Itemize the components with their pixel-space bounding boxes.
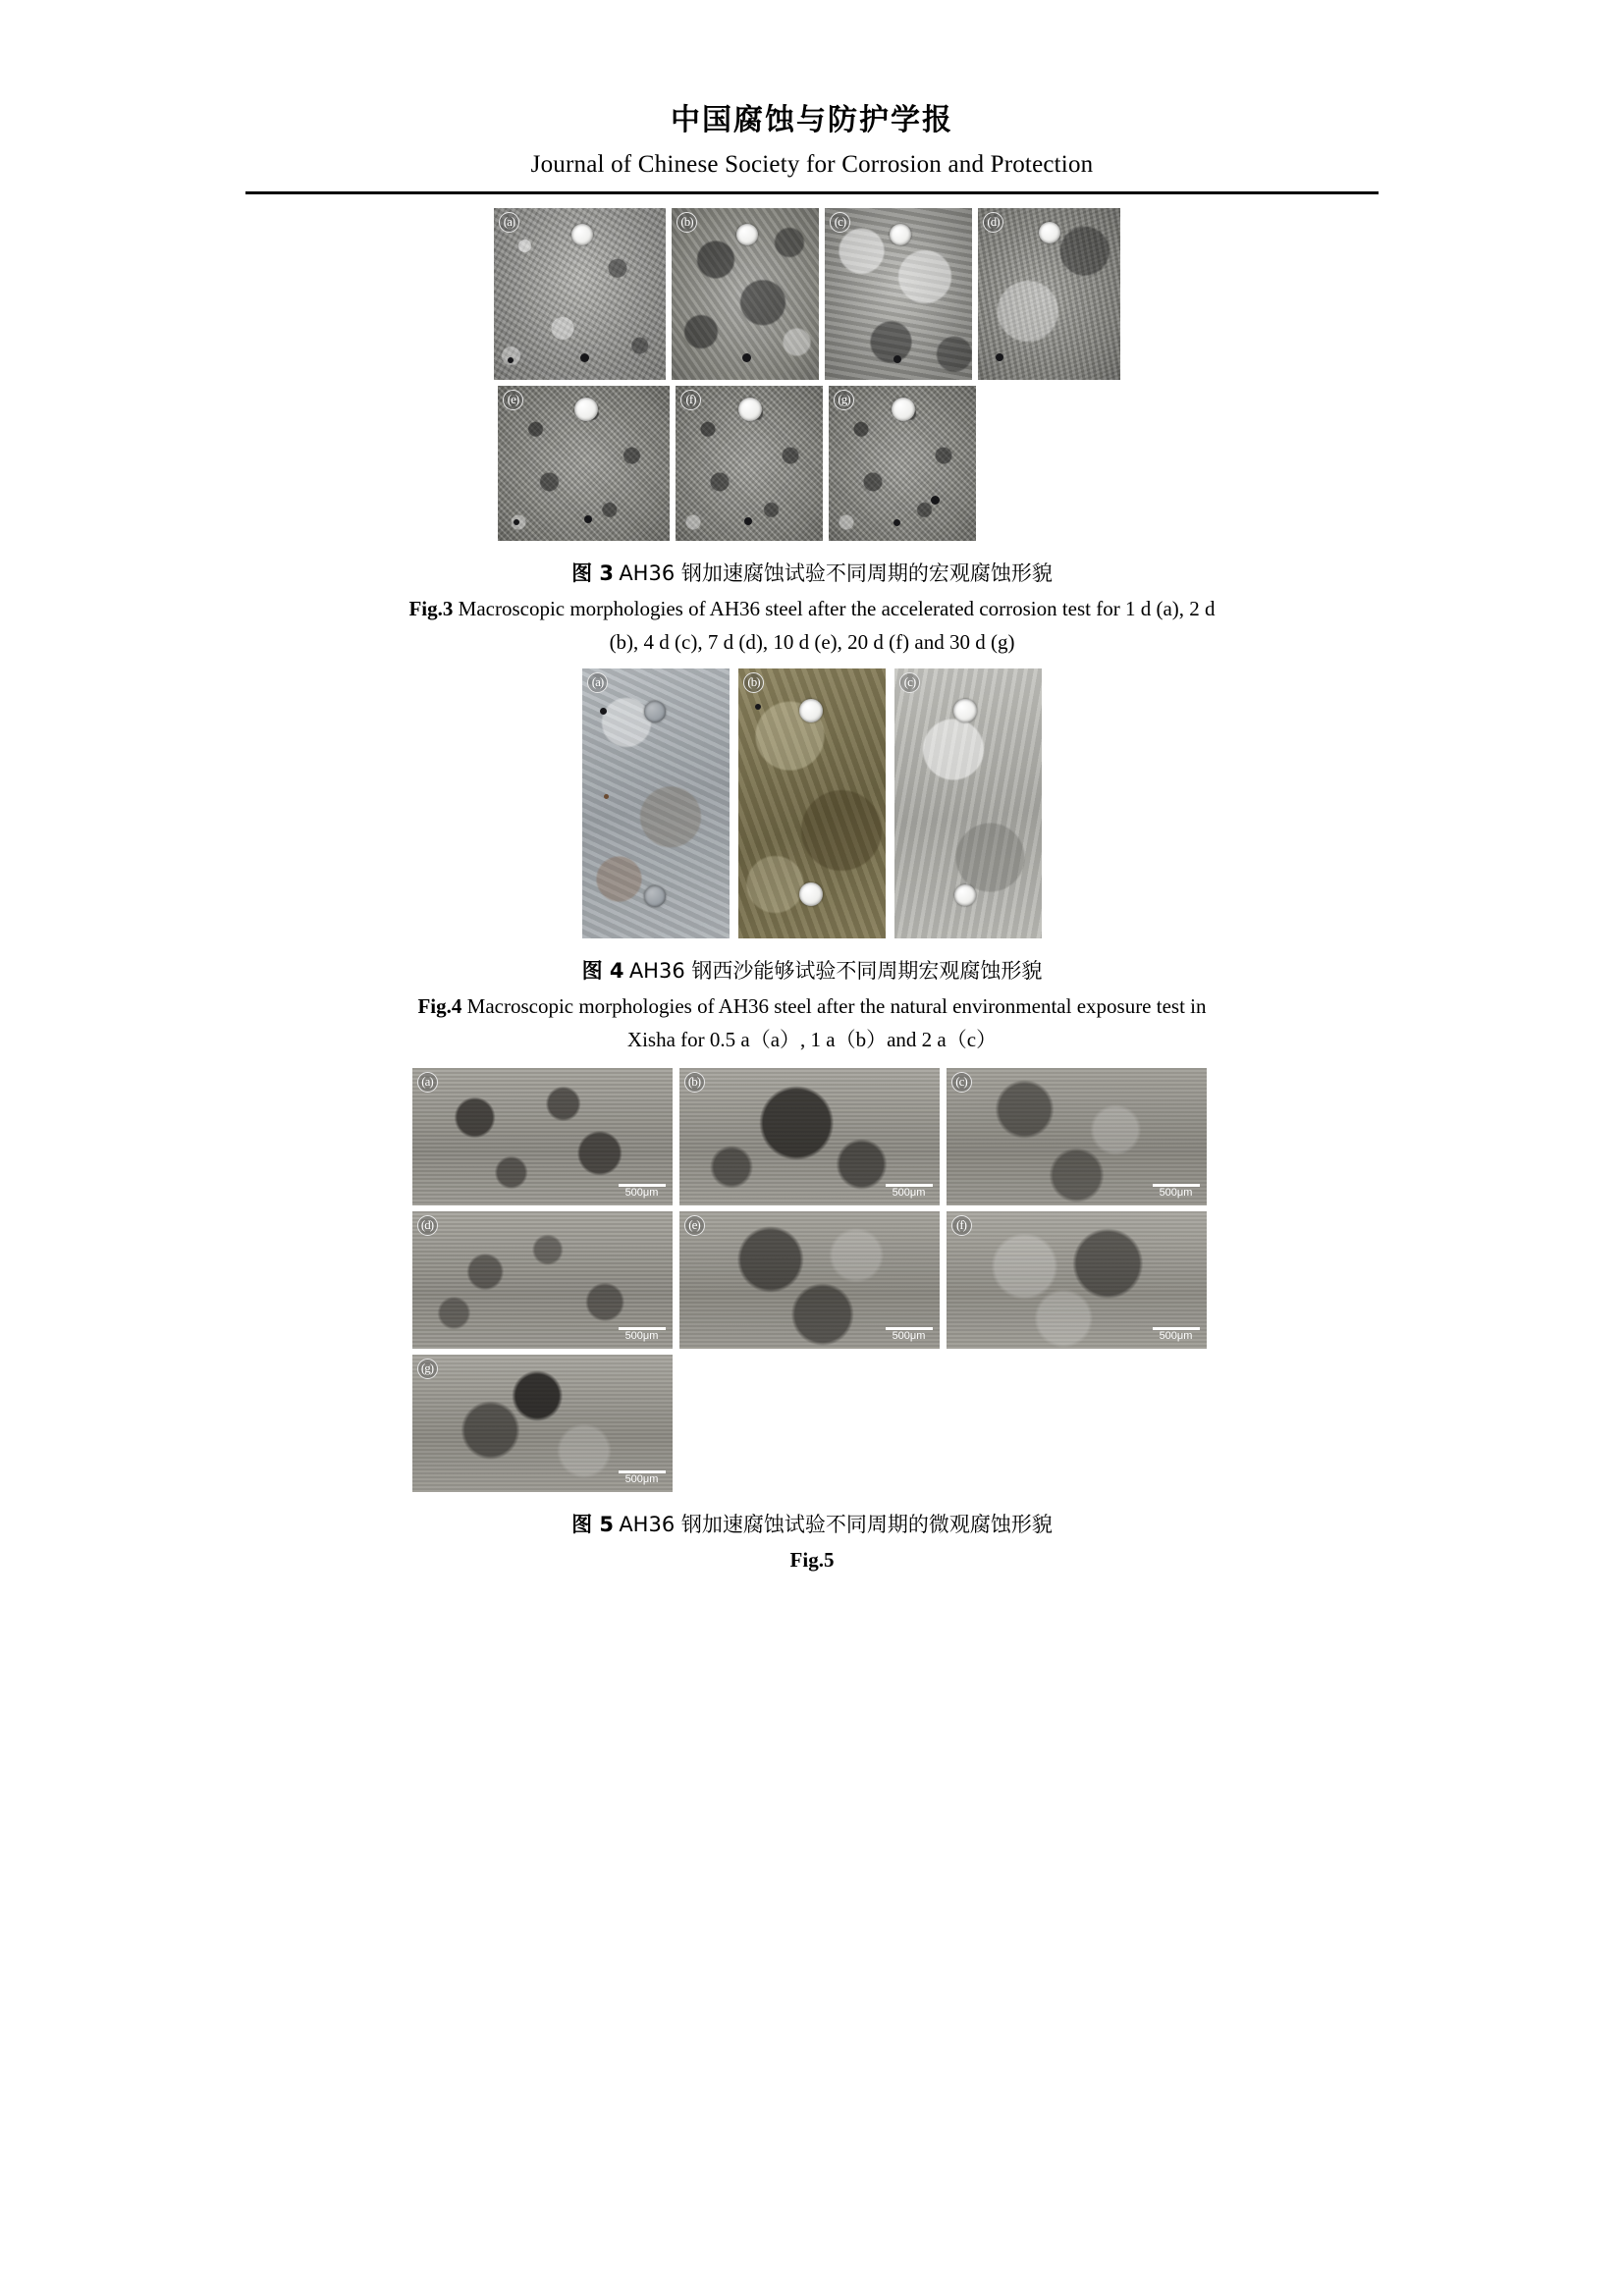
- figure-5-caption-cn: [245, 1508, 1379, 1541]
- figure-5-panel-a: [412, 1068, 673, 1205]
- figure-3-caption-cn-label: 图 3: [571, 561, 615, 585]
- figure-4-panels: [245, 668, 1379, 938]
- specimen-pit: [893, 355, 901, 363]
- panel-label: (f): [680, 390, 701, 410]
- figure-5-caption: [245, 1508, 1379, 1576]
- panel-label: (c): [899, 672, 920, 693]
- specimen-hole: [571, 224, 593, 245]
- figure-3-panel-a: [494, 208, 666, 380]
- figure-5-row-2: [412, 1211, 1207, 1349]
- figure-3-panel-d: [978, 208, 1120, 380]
- figure-4-caption-en-2: Xisha for 0.5 a（a）, 1 a（b）and 2 a（c）: [626, 1027, 998, 1051]
- panel-label: (a): [587, 672, 608, 693]
- scale-bar-label: 500μm: [892, 1187, 926, 1200]
- figure-4-panel-b: [738, 668, 886, 938]
- figure-4-panel-a: [582, 668, 730, 938]
- panel-label: (d): [417, 1215, 438, 1236]
- specimen-pit: [742, 353, 751, 362]
- panel-label: (b): [743, 672, 764, 693]
- panel-label: (c): [951, 1072, 972, 1093]
- figure-5-panel-g: [412, 1355, 673, 1492]
- figure-3-panel-f: [676, 386, 823, 541]
- figure-3-row-1: [494, 208, 1120, 380]
- figure-4-caption-cn-text: AH36 钢西沙能够试验不同周期宏观腐蚀形貌: [628, 958, 1043, 983]
- specimen-hole: [738, 398, 762, 421]
- specimen-pit: [508, 357, 514, 363]
- figure-5-row-1: [412, 1068, 1207, 1205]
- figure-3-panel-c: [825, 208, 972, 380]
- specimen-hole: [799, 882, 823, 906]
- specimen-pit: [600, 708, 607, 715]
- scale-bar-label: 500μm: [624, 1330, 659, 1343]
- scale-bar-label: 500μm: [1159, 1330, 1193, 1343]
- specimen-pit: [584, 515, 592, 523]
- figure-3-caption-cn-text: AH36 钢加速腐蚀试验不同周期的宏观腐蚀形貌: [619, 561, 1053, 585]
- scale-bar: [886, 1184, 933, 1200]
- figure-5-panels: [245, 1068, 1379, 1492]
- specimen-pit: [996, 353, 1003, 361]
- figure-4-caption-en-label: Fig.4: [417, 993, 462, 1018]
- figure-3-caption-en-2: (b), 4 d (c), 7 d (d), 10 d (e), 20 d (f) and 30 d (g): [609, 629, 1015, 654]
- figure-5-panel-e: [679, 1211, 940, 1349]
- figure-3-row-2: [498, 386, 976, 541]
- page-header: [245, 0, 1379, 184]
- panel-label: (g): [417, 1359, 438, 1379]
- specimen-hole: [574, 398, 598, 421]
- figure-4-caption-cn-label: 图 4: [581, 958, 624, 983]
- journal-title-en: Journal of Chinese Society for Corrosion and Protection: [530, 151, 1094, 178]
- figure-3-caption-en-label: Fig.3: [408, 596, 454, 620]
- specimen-pit: [931, 496, 940, 505]
- panel-label: (a): [417, 1072, 438, 1093]
- figure-5: [245, 1068, 1379, 1576]
- panel-label: (e): [503, 390, 523, 410]
- figure-4: [245, 668, 1379, 1056]
- figure-3-panel-b: [672, 208, 819, 380]
- figure-5-panel-b: [679, 1068, 940, 1205]
- figure-5-panel-c: [947, 1068, 1207, 1205]
- figure-3-caption: [245, 557, 1379, 659]
- scale-bar: [1153, 1327, 1200, 1343]
- specimen-pit: [604, 794, 609, 799]
- specimen-pit: [580, 353, 589, 362]
- panel-label: (e): [684, 1215, 705, 1236]
- specimen-pit: [744, 517, 752, 525]
- figure-3: [245, 208, 1379, 659]
- figure-3-panel-e: [498, 386, 670, 541]
- scale-bar-label: 500μm: [624, 1187, 659, 1200]
- scale-bar: [619, 1470, 666, 1486]
- figure-5-panel-f: [947, 1211, 1207, 1349]
- specimen-hole: [890, 224, 911, 245]
- panel-label: (d): [983, 212, 1003, 233]
- figure-5-row-3: [412, 1355, 673, 1492]
- figure-4-caption: [245, 954, 1379, 1056]
- specimen-hole: [736, 224, 758, 245]
- figure-3-caption-cn: [245, 557, 1379, 590]
- journal-title-cn: 中国腐蚀与防护学报: [671, 103, 953, 137]
- figure-4-panel-c: [894, 668, 1042, 938]
- figure-3-caption-en-text-1: Macroscopic morphologies of AH36 steel after the accelerated corrosion test for 1 d (a), 2 d: [458, 596, 1216, 620]
- panel-label: (b): [677, 212, 697, 233]
- specimen-pit: [514, 519, 519, 525]
- specimen-pit: [893, 519, 900, 526]
- specimen-hole: [892, 398, 915, 421]
- scale-bar: [619, 1327, 666, 1343]
- panel-label: (f): [951, 1215, 972, 1236]
- figure-5-caption-en-label: Fig.5: [789, 1547, 835, 1572]
- specimen-hole: [953, 699, 977, 722]
- specimen-hole: [799, 699, 823, 722]
- specimen-hole: [954, 884, 976, 906]
- specimen-pit: [755, 704, 761, 710]
- figure-5-caption-cn-label: 图 5: [571, 1512, 615, 1536]
- panel-label: (a): [499, 212, 519, 233]
- figure-5-caption-cn-text: AH36 钢加速腐蚀试验不同周期的微观腐蚀形貌: [619, 1512, 1053, 1536]
- scale-bar-label: 500μm: [624, 1473, 659, 1486]
- figure-4-caption-cn: [245, 954, 1379, 988]
- scale-bar: [619, 1184, 666, 1200]
- panel-label: (g): [834, 390, 854, 410]
- figure-5-panel-d: [412, 1211, 673, 1349]
- figure-4-caption-en-text-1: Macroscopic morphologies of AH36 steel after the natural environmental exposure test in: [466, 993, 1207, 1018]
- figure-3-caption-en-1: [245, 592, 1379, 625]
- scale-bar: [886, 1327, 933, 1343]
- panel-label: (b): [684, 1072, 705, 1093]
- scale-bar-label: 500μm: [892, 1330, 926, 1343]
- figure-4-caption-en-1: [245, 989, 1379, 1023]
- specimen-hole: [644, 701, 666, 722]
- panel-label: (c): [830, 212, 850, 233]
- scale-bar: [1153, 1184, 1200, 1200]
- header-divider: [245, 191, 1379, 194]
- scale-bar-label: 500μm: [1159, 1187, 1193, 1200]
- figure-3-panel-g: [829, 386, 976, 541]
- figure-4-row-1: [582, 668, 1042, 938]
- figure-5-caption-en-1: [245, 1543, 1379, 1576]
- specimen-hole: [1039, 222, 1060, 243]
- specimen-hole: [644, 885, 666, 907]
- figure-3-panels: [245, 208, 1379, 541]
